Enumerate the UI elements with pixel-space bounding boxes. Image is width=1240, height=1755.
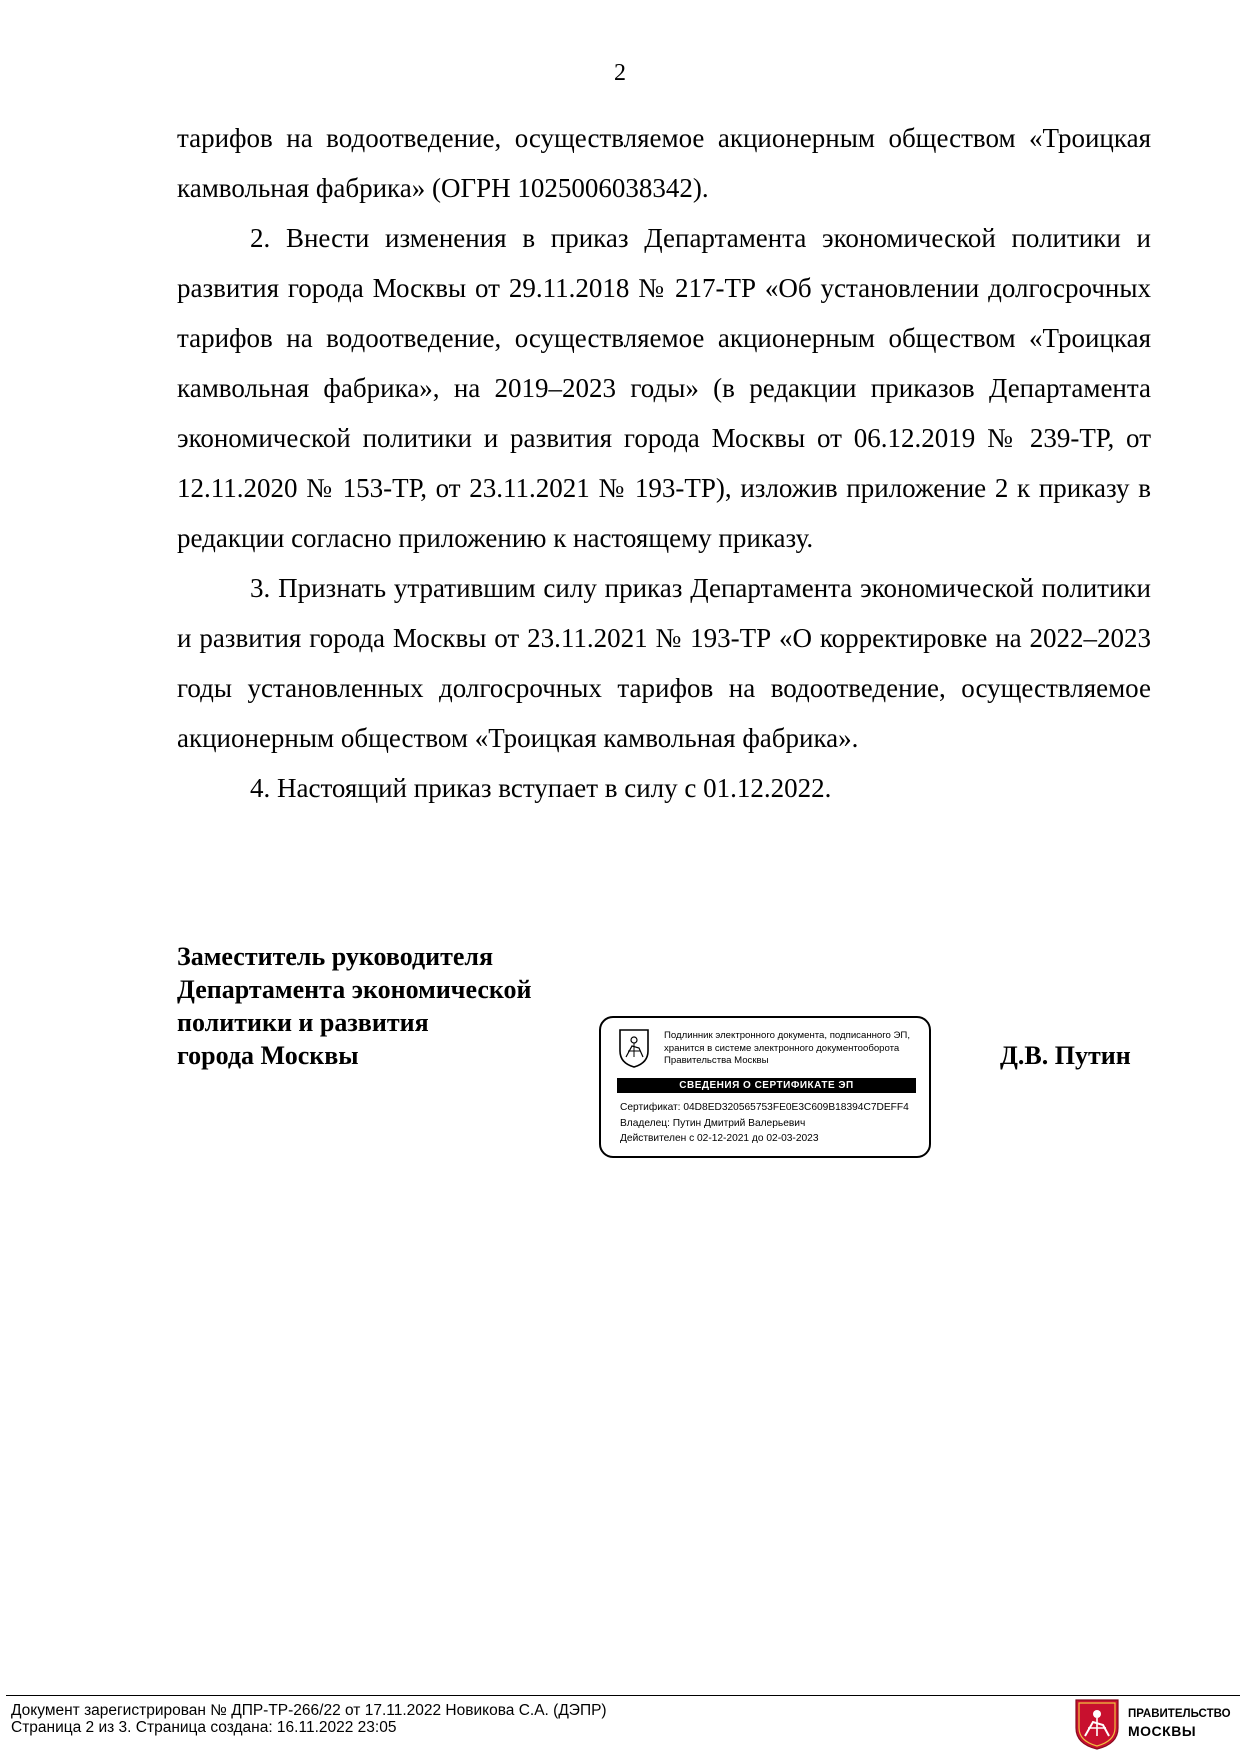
government-label: [1128, 1706, 1231, 1740]
certificate-validity: Действителен с 02-12-2021 до 02-03-2023: [620, 1133, 819, 1144]
certificate-info-bar: СВЕДЕНИЯ О СЕРТИФИКАТЕ ЭП: [617, 1078, 916, 1093]
signatory-title-line: Департамента экономической: [177, 975, 532, 1004]
document-body: [177, 113, 1151, 813]
stamp-header-line: Подлинник электронного документа, подписанного ЭП,: [664, 1030, 910, 1041]
registration-line: Документ зарегистрирован № ДПР-ТР-266/22 от 17.11.2022 Новикова С.А. (ДЭПР): [11, 1702, 607, 1719]
paragraph-item-4: 4. Настоящий приказ вступает в силу с 01.12.2022.: [250, 773, 832, 803]
stamp-header-line: Правительства Москвы: [664, 1055, 769, 1066]
footer-divider: [6, 1695, 1240, 1696]
certificate-owner: Владелец: Путин Дмитрий Валерьевич: [620, 1117, 806, 1129]
moscow-coat-of-arms-icon: [1073, 1698, 1121, 1750]
signatory-title-line: города Москвы: [177, 1041, 359, 1070]
moscow-coat-of-arms-icon: [617, 1027, 651, 1069]
footer-registration-info: [11, 1702, 607, 1736]
certificate-number: Сертификат: 04D8ED320565753FE0E3C609B18394C7DEFF4: [620, 1102, 909, 1113]
signatory-title-line: политики и развития: [177, 1008, 429, 1037]
electronic-signature-stamp: [599, 1016, 931, 1158]
paragraph-item-2: 2. Внести изменения в приказ Департамента экономической политики и развития города Москвы от 29.11.2018 № 217-ТР «Об установлении долгосрочных тарифов на водоотведение, осуществляемое акционерным обществом «Троицкая камвольная фабрика», на 2019–2023 годы» (в редакции приказов Департамента экономической политики и развития города Москвы от 06.12.2019 № 239-ТР, от 12.11.2020 № 153-ТР, от 23.11.2021 № 193-ТР), изложив приложение 2 к приказу в редакции согласно приложению к настоящему приказу.: [177, 223, 1151, 553]
paragraph-continuation: тарифов на водоотведение, осуществляемое акционерным обществом «Троицкая камвольная фабрика» (ОГРН 1025006038342).: [177, 123, 1151, 203]
page-number: 2: [614, 60, 626, 86]
stamp-header: [664, 1030, 926, 1068]
signatory-name: Д.В. Путин: [1000, 1041, 1131, 1070]
signatory-title: [177, 940, 531, 1072]
paragraph-item-3: 3. Признать утратившим силу приказ Департамента экономической политики и развития города Москвы от 23.11.2021 № 193-ТР «О корректировке на 2022–2023 годы установленных долгосрочных тарифов на водоотведение, осуществляемое акционерным обществом «Троицкая камвольная фабрика».: [177, 573, 1151, 753]
page-info-line: Страница 2 из 3. Страница создана: 16.11.2022 23:05: [11, 1719, 397, 1736]
stamp-header-line: хранится в системе электронного документооборота: [664, 1042, 900, 1054]
certificate-details: [620, 1100, 909, 1147]
government-label-line1: ПРАВИТЕЛЬСТВО: [1128, 1708, 1231, 1720]
signatory-title-line: Заместитель руководителя: [177, 942, 494, 971]
government-label-line2: МОСКВЫ: [1128, 1723, 1197, 1739]
